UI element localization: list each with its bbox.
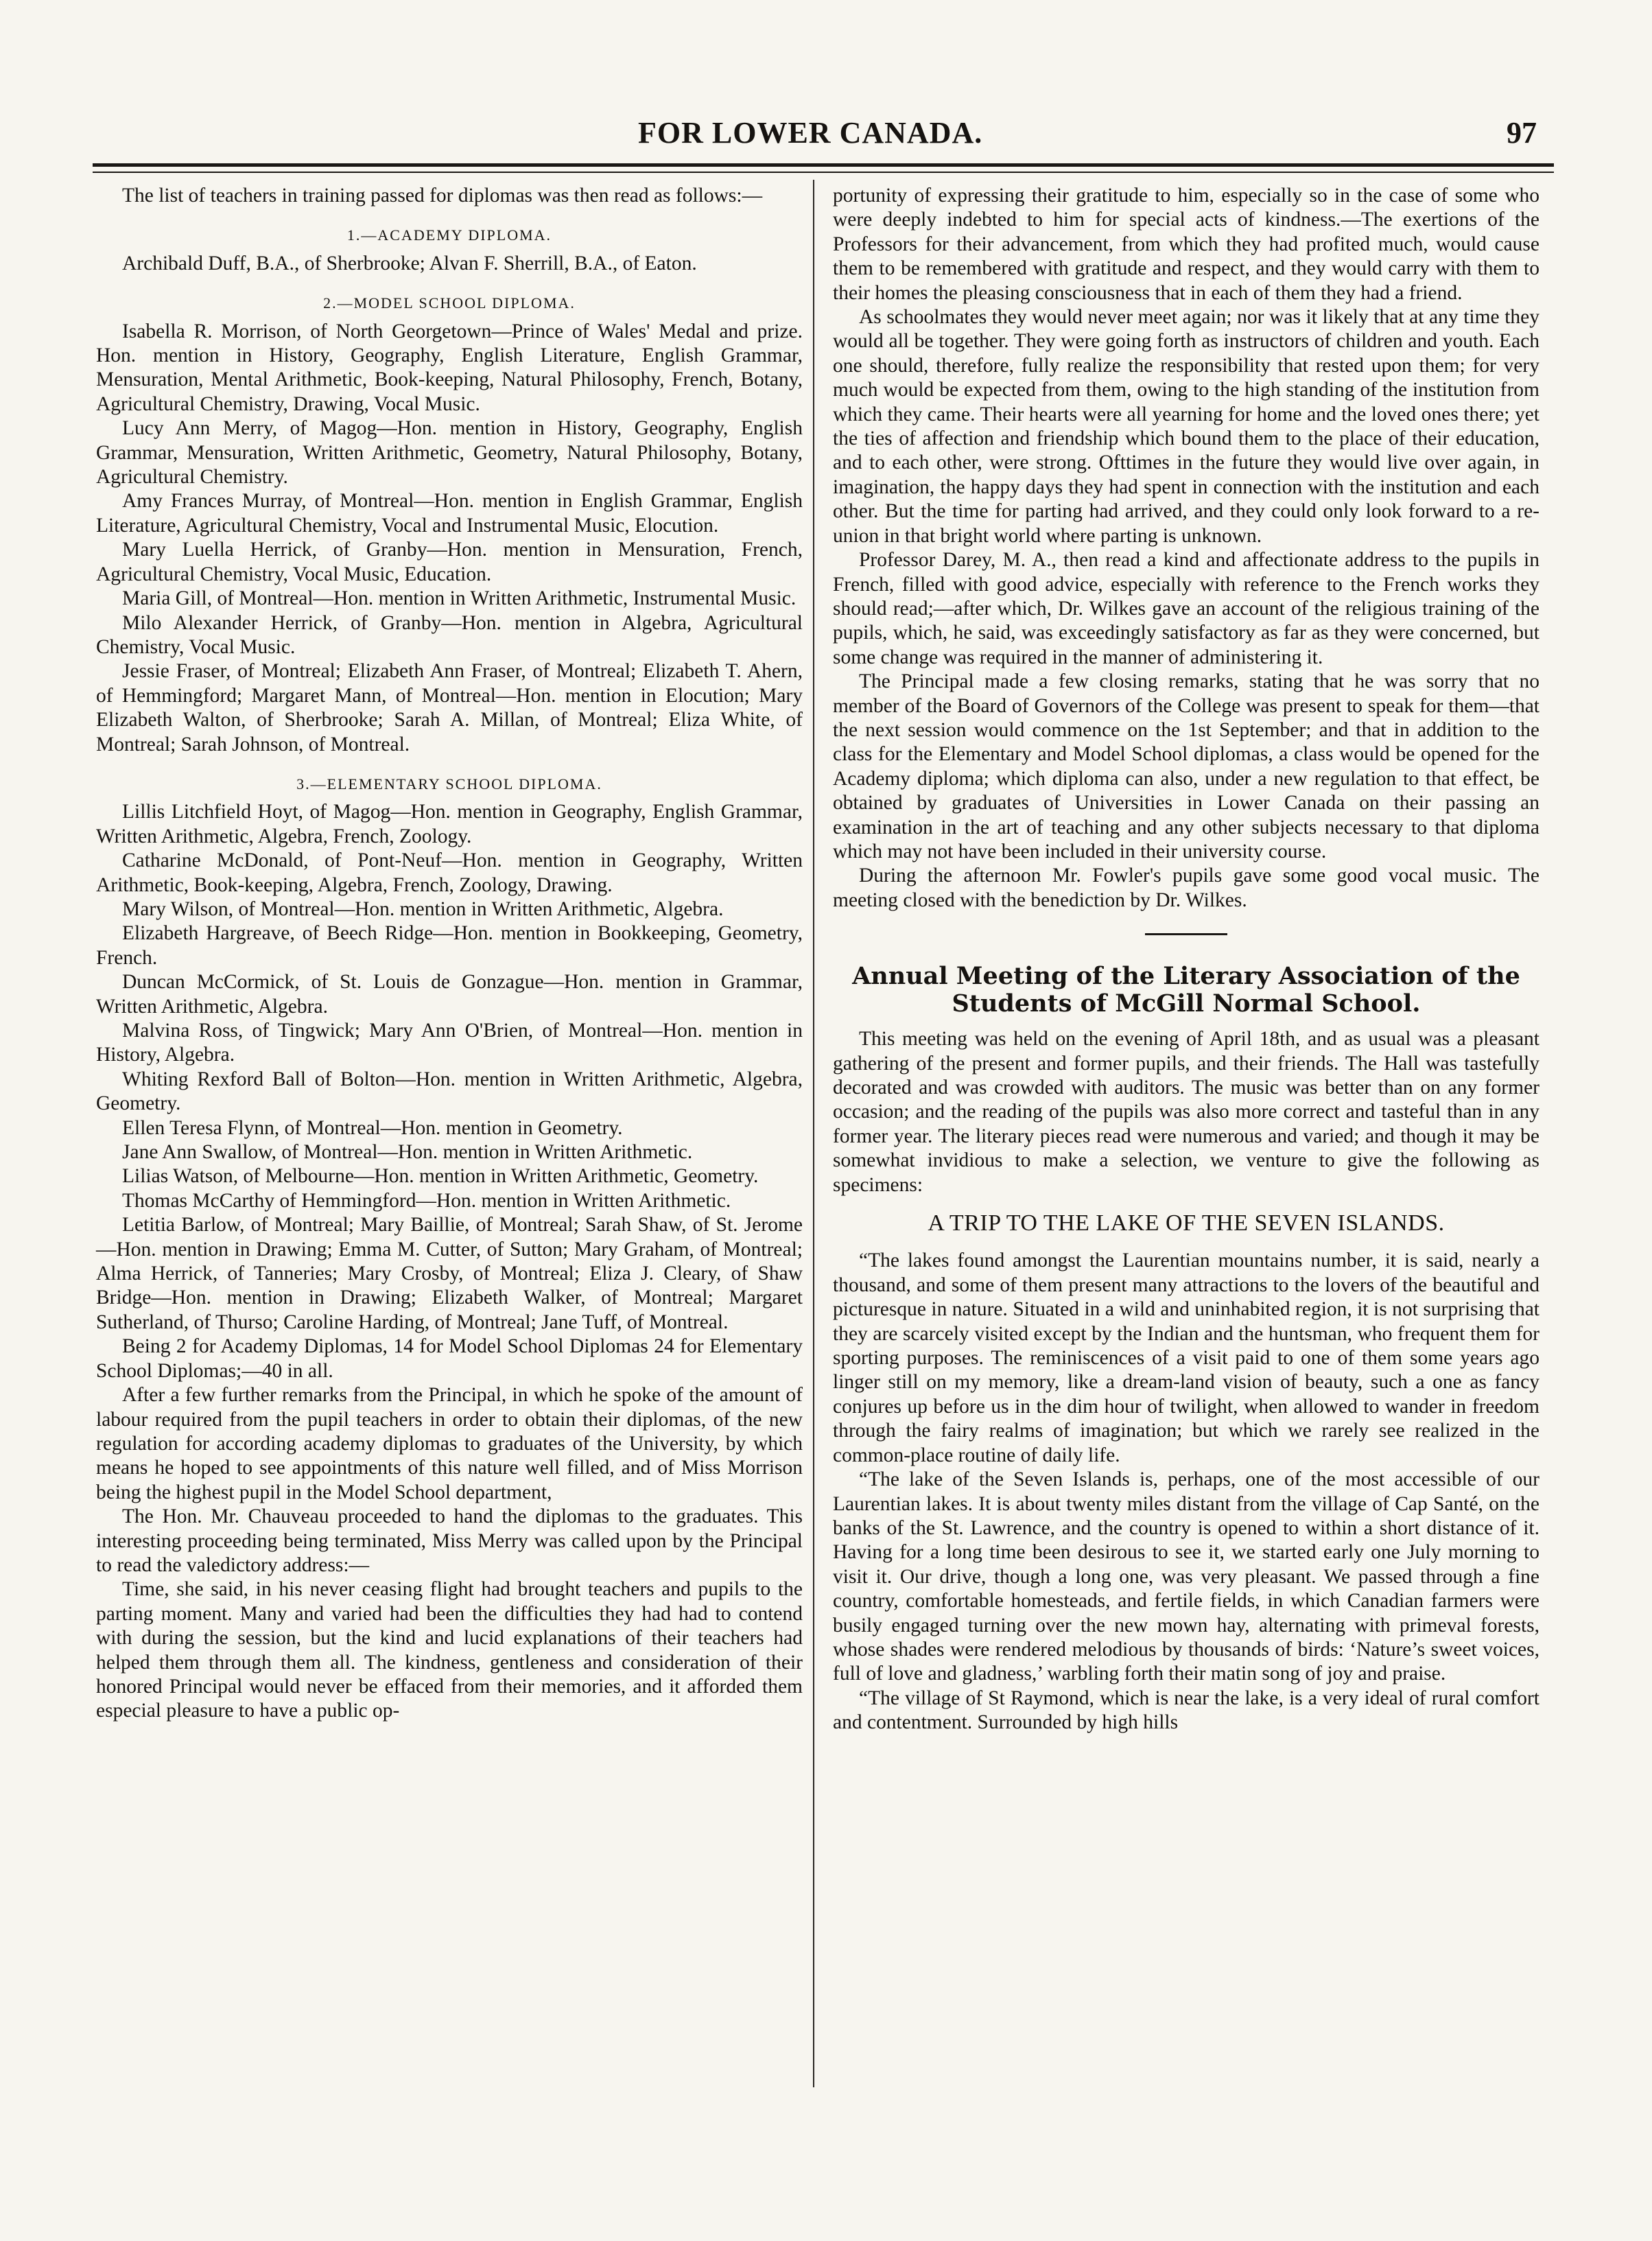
header-rule-thick: [93, 163, 1554, 167]
page-number: 97: [1507, 116, 1537, 150]
right-column: [833, 184, 1539, 1735]
page-title: FOR LOWER CANADA.: [638, 116, 983, 150]
paragraph: Professor Darey, M. A., then read a kind and affectionate address to the pupils in French, filled with good advice, especially with reference to the French works they should read;—after which, Dr. Wilkes gave an account of the religious training of the pupils, which, he said, was exceedingly satisfactory as far as they were concerned, but some change was required in the manner of administering it.: [833, 549, 1539, 668]
paragraph: Milo Alexander Herrick, of Granby—Hon. mention in Algebra, Agricultural Chemistry, Vocal Music.: [96, 611, 803, 658]
left-column: [96, 184, 803, 1724]
running-head: [0, 115, 1652, 156]
paragraph: Jessie Fraser, of Montreal; Elizabeth Ann Fraser, of Montreal; Elizabeth T. Ahern, of Hemmingford; Margaret Mann, of Montreal—Hon. mention in Elocution; Mary Elizabeth Walton, of Sherbrooke; Sarah A. Millan, of Montreal; Eliza White, of Montreal; Sarah Johnson, of Montreal.: [96, 660, 803, 755]
paragraph: Thomas McCarthy of Hemmingford—Hon. mention in Written Arithmetic.: [122, 1189, 731, 1212]
paragraph: Catharine McDonald, of Pont-Neuf—Hon. mention in Geography, Written Arithmetic, Book-keeping, Algebra, French, Zoology, Drawing.: [96, 849, 803, 896]
paragraph: Mary Wilson, of Montreal—Hon. mention in Written Arithmetic, Algebra.: [122, 897, 724, 920]
paragraph: Jane Ann Swallow, of Montreal—Hon. mention in Written Arithmetic.: [122, 1141, 693, 1164]
paragraph: Lillis Litchfield Hoyt, of Magog—Hon. mention in Geography, English Grammar, Written Arithmetic, Algebra, French, Zoology.: [96, 801, 803, 847]
paragraph: Lilias Watson, of Melbourne—Hon. mention in Written Arithmetic, Geometry.: [122, 1165, 759, 1188]
paragraph: Time, she said, in his never ceasing flight had brought teachers and pupils to the parting moment. Many and varied had been the difficulties they had had to contend with during the session, but the kind and lucid explanations of their teachers had helped them through them all. The kindness, gentleness and consideration of their honored Principal would never be effaced from their memories, and it afforded them especial pleasure to have a public op-: [96, 1578, 803, 1722]
paragraph: “The village of St Raymond, which is near the lake, is a very ideal of rural comfort and contentment. Surrounded by high hills: [833, 1687, 1539, 1734]
paragraph: Duncan McCormick, of St. Louis de Gonzague—Hon. mention in Grammar, Written Arithmetic, Algebra.: [96, 971, 803, 1018]
paragraph: Maria Gill, of Montreal—Hon. mention in Written Arithmetic, Instrumental Music.: [122, 587, 796, 610]
paragraph: Being 2 for Academy Diplomas, 14 for Model School Diplomas 24 for Elementary School Diplomas;—40 in all.: [96, 1335, 803, 1382]
paragraph: The Principal made a few closing remarks, stating that he was sorry that no member of the Board of Governors of the College was present to speak for them—that the next session would commence on the 1st September; and that in addition to the class for the Elementary and Model School diplomas, a class would be opened for the Academy diploma; which diploma can also, under a new regulation to that effect, be obtained by graduates of Universities in Lower Canada on their passing an examination in the art of teaching and any other subjects necessary to that diploma which may not have been included in their university course.: [833, 670, 1539, 863]
article-subheading: A TRIP TO THE LAKE OF THE SEVEN ISLANDS.: [928, 1210, 1445, 1236]
paragraph: “The lake of the Seven Islands is, perhaps, one of the most accessible of our Laurentian lakes. It is about twenty miles distant from the village of Cap Santé, on the banks of the St. Lawrence, and the country is opened to within a short distance of it. Having for a long time been desirous to see it, we started early one July morning to visit it. Our drive, though a long one, was very pleasant. We passed through a fine country, comfortable homesteads, and fertile fields, in which Canadian farmers were busily engaged turning over the new mown hay, alternating with primeval forests, whose shades were rendered melodious by thousands of birds: ‘Nature’s sweet voices, full of love and gladness,’ warbling forth their matin song of joy and praise.: [833, 1468, 1539, 1685]
article-heading: Annual Meeting of the Literary Association of the Students of McGill Normal School.: [852, 962, 1520, 1018]
section-heading-academy: 1.—ACADEMY DIPLOMA.: [346, 226, 552, 244]
paragraph: As schoolmates they would never meet again; nor was it likely that at any time they would all be together. They were going forth as instructors of children and youth. Each one should, therefore, fully realize the responsibility that rested upon them; for very much would be expected from them, owing to the high standing of the institution from which they came. Their hearts were all yearning for home and the loved ones there; yet the ties of affection and friendship which bound them to the place of their education, and to each other, were strong. Ofttimes in the future they would live over again, in imagination, the happy days they had spent in connection with the institution and each other. But the time for parting had arrived, and they could only look forward to a re-union in that bright world where parting is unknown.: [833, 306, 1539, 547]
section-divider: [1145, 933, 1227, 935]
column-divider: [813, 180, 814, 2087]
paragraph: During the afternoon Mr. Fowler's pupils gave some good vocal music. The meeting closed with the benediction by Dr. Wilkes.: [833, 865, 1539, 911]
section-heading-elementary: 3.—ELEMENTARY SCHOOL DIPLOMA.: [296, 775, 602, 793]
section-heading-model-school: 2.—MODEL SCHOOL DIPLOMA.: [323, 294, 576, 312]
paragraph: Whiting Rexford Ball of Bolton—Hon. mention in Written Arithmetic, Algebra, Geometry.: [96, 1068, 803, 1115]
paragraph: Amy Frances Murray, of Montreal—Hon. mention in English Grammar, English Literature, Agricultural Chemistry, Vocal and Instrumental Music, Elocution.: [96, 490, 803, 537]
paragraph: The list of teachers in training passed for diplomas was then read as follows:—: [122, 185, 763, 207]
paragraph: This meeting was held on the evening of April 18th, and as usual was a pleasant gathering of the present and former pupils, and their friends. The Hall was tastefully decorated and was crowded with auditors. The music was better than on any former occasion; and the reading of the pupils was also more correct and tasteful than in any former year. The literary pieces read were numerous and varied; and though it may be somewhat invidious to make a selection, we venture to give the following as specimens:: [833, 1028, 1539, 1196]
paragraph: Mary Luella Herrick, of Granby—Hon. mention in Mensuration, French, Agricultural Chemistry, Vocal Music, Education.: [96, 539, 803, 585]
paragraph: Elizabeth Hargreave, of Beech Ridge—Hon. mention in Bookkeeping, Geometry, French.: [96, 922, 803, 969]
paragraph: portunity of expressing their gratitude to him, especially so in the case of some who were deeply indebted to him for special acts of kindness.—The exertions of the Professors for their advancement, from which they had profited much, would cause them to be remembered with gratitude and respect, and they would carry with them to their homes the pleasing consciousness that in each of them they had a friend.: [833, 185, 1539, 304]
header-rule-thin: [93, 172, 1554, 173]
paragraph: Ellen Teresa Flynn, of Montreal—Hon. mention in Geometry.: [122, 1116, 623, 1139]
paragraph: The Hon. Mr. Chauveau proceeded to hand the diplomas to the graduates. This interesting proceeding being terminated, Miss Merry was called upon by the Principal to read the valedictory address:—: [96, 1505, 803, 1576]
paragraph: After a few further remarks from the Principal, in which he spoke of the amount of labour required from the pupil teachers in order to obtain their diplomas, of the new regulation for according academy diplomas to graduates of the University, by which means he hoped to see appointments of this nature well filled, and of Miss Morrison being the highest pupil in the Model School department,: [96, 1384, 803, 1503]
paragraph: Lucy Ann Merry, of Magog—Hon. mention in History, Geography, English Grammar, Mensuration, Written Arithmetic, Geometry, Natural Philosophy, Botany, Agricultural Chemistry.: [96, 417, 803, 489]
paragraph: Isabella R. Morrison, of North Georgetown—Prince of Wales' Medal and prize. Hon. mention in History, Geography, English Literature, English Grammar, Mensuration, Mental Arithmetic, Book-keeping, Natural Philosophy, French, Botany, Agricultural Chemistry, Drawing, Vocal Music.: [96, 320, 803, 415]
paragraph: Malvina Ross, of Tingwick; Mary Ann O'Brien, of Montreal—Hon. mention in History, Algebra.: [96, 1020, 803, 1066]
paragraph: “The lakes found amongst the Laurentian mountains number, it is said, nearly a thousand, and some of them present many attractions to the lovers of the beautiful and picturesque in nature. Situated in a wild and uninhabited region, it is not surprising that they are scarcely visited except by the Indian and the huntsman, who frequent them for sporting purposes. The reminiscences of a visit paid to one of them some years ago linger still on my memory, like a dream-land vision of beauty, such a one as fancy conjures up before us in the dim hour of twilight, when allowed to wander in freedom through the fairy realms of imagination; but which we rarely see realized in the common-place routine of daily life.: [833, 1249, 1539, 1466]
paragraph: Archibald Duff, B.A., of Sherbrooke; Alvan F. Sherrill, B.A., of Eaton.: [122, 252, 697, 274]
paragraph: Letitia Barlow, of Montreal; Mary Baillie, of Montreal; Sarah Shaw, of St. Jerome—Hon. mention in Drawing; Emma M. Cutter, of Sutton; Mary Graham, of Montreal; Alma Herrick, of Tanneries; Mary Crosby, of Montreal; Eliza J. Cleary, of Shaw Bridge—Hon. mention in Drawing; Elizabeth Walker, of Montreal; Margaret Sutherland, of Thurso; Caroline Harding, of Montreal; Jane Tuff, of Montreal.: [96, 1214, 803, 1333]
